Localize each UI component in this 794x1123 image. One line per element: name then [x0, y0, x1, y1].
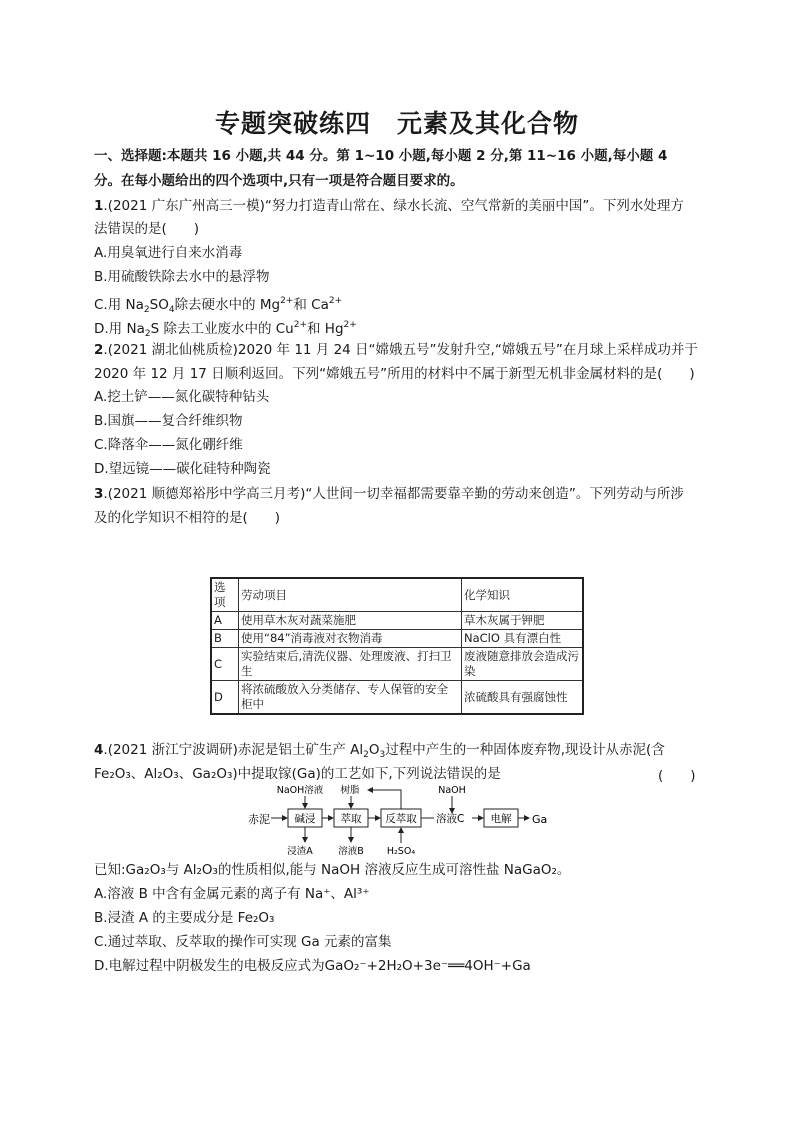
q1-stem-line1: 1.(2021 广东广州高三一模)“努力打造青山常在、绿水长流、空气常新的美丽中国”。下列水处理方: [94, 198, 684, 214]
table-cell: 使用草木灰对蔬菜施肥: [239, 612, 462, 630]
table-row: [211, 681, 583, 715]
q3-stem-line1: 3.(2021 顺德郑裕彤中学高三月考)“人世间一切幸福都需要靠辛勤的劳动来创造”。下列劳动与所涉: [94, 486, 684, 502]
table-cell: 实验结束后,清洗仪器、处理废液、打扫卫生: [239, 648, 462, 681]
q1-stem-line2: 法错误的是( ): [94, 221, 200, 237]
q2-option-a: A.挖土铲——氮化碳特种钻头: [94, 389, 270, 405]
q1-option-b: B.用硫酸铁除去水中的悬浮物: [94, 269, 270, 285]
flow-box3-label: 反萃取: [385, 813, 417, 825]
q1-number: 1: [94, 198, 104, 214]
flow-bot2: 溶液B: [338, 846, 364, 857]
flow-box1-label: 碱浸: [294, 813, 316, 825]
table-cell: 将浓硫酸放入分类储存、专人保管的安全柜中: [239, 681, 462, 715]
q2-option-b: B.国旗——复合纤维织物: [94, 413, 243, 429]
q4-known: 已知:Ga₂O₃与 Al₂O₃的性质相似,能与 NaOH 溶液反应生成可溶性盐 NaGaO₂。: [94, 862, 571, 878]
table-cell: 废液随意排放会造成污染: [462, 648, 584, 681]
flow-top1: NaOH溶液: [276, 785, 324, 796]
flow-bot1: 浸渣A: [287, 846, 313, 857]
q2-option-d: D.望远镜——碳化硅特种陶瓷: [94, 461, 271, 477]
flow-box2-label: 萃取: [340, 813, 362, 825]
section-instructions-line2: 分。在每小题给出的四个选项中,只有一项是符合题目要求的。: [94, 173, 464, 189]
q2-stem-line1: 2.(2021 湖北仙桃质检)2020 年 11 月 24 日“嫦娥五号”发射升空,“嫦娥五号”在月球上采样成功并于: [94, 342, 698, 358]
flow-end: Ga: [532, 813, 548, 826]
table-row: [211, 648, 583, 681]
table-header-cell: 化学知识: [462, 578, 584, 612]
table-row: [211, 630, 583, 648]
q4-option-a: A.溶液 B 中含有金属元素的离子有 Na⁺、Al³⁺: [94, 886, 370, 902]
q2-number: 2: [94, 342, 104, 358]
flow-mid-label: 溶液C: [436, 813, 465, 825]
table-header-cell: 选项: [211, 578, 239, 612]
q4-flow-diagram: [240, 780, 560, 862]
table-header-cell: 劳动项目: [239, 578, 462, 612]
q4-option-d: D.电解过程中阴极发生的电极反应式为GaO₂⁻+2H₂O+3e⁻══4OH⁻+Ga: [94, 958, 531, 974]
table-cell: D: [211, 681, 239, 715]
q4-stem-line1: 4.(2021 浙江宁波调研)赤泥是铝土矿生产 $Al_2O_3$过程中产生的一种固体废弃物,现设计从赤泥(含: [94, 742, 665, 760]
q2-option-c: C.降落伞——氮化硼纤维: [94, 437, 243, 453]
flow-top3: NaOH: [438, 785, 466, 796]
flow-bot3: H₂SO₄: [386, 846, 416, 857]
q4-option-b: B.浸渣 A 的主要成分是 Fe₂O₃: [94, 910, 275, 926]
table-header-row: [211, 578, 583, 612]
q4-answer-paren: ( ): [658, 768, 696, 784]
q4-stem-line2: Fe₂O₃、Al₂O₃、Ga₂O₃)中提取镓(Ga)的工艺如下,下列说法错误的是: [94, 766, 501, 782]
flow-start: 赤泥: [248, 813, 270, 826]
table-cell: NaClO 具有漂白性: [462, 630, 584, 648]
q3-table: [210, 577, 584, 715]
q3-number: 3: [94, 486, 104, 502]
flow-top2: 树脂: [340, 785, 360, 796]
q1-option-c: C.用 $Na_2SO_4$除去硬水中的 $Mg^{2+}$和 $Ca^{2+}$: [94, 296, 343, 315]
table-cell: B: [211, 630, 239, 648]
table-row: [211, 612, 583, 630]
q4-option-c: C.通过萃取、反萃取的操作可实现 Ga 元素的富集: [94, 934, 392, 950]
page-title: 专题突破练四 元素及其化合物: [214, 109, 579, 138]
table-cell: 使用“84”消毒液对衣物消毒: [239, 630, 462, 648]
table-cell: A: [211, 612, 239, 630]
section-instructions-line1: 一、选择题:本题共 16 小题,共 44 分。第 1~10 小题,每小题 2 分,第 11~16 小题,每小题 4: [94, 148, 668, 164]
q4-number: 4: [94, 742, 104, 758]
table-cell: C: [211, 648, 239, 681]
q3-stem-line2: 及的化学知识不相符的是( ): [94, 510, 281, 526]
table-cell: 草木灰属于钾肥: [462, 612, 584, 630]
flow-box4-label: 电解: [490, 813, 512, 825]
q2-stem-line2: 2020 年 12 月 17 日顺利返回。下列“嫦娥五号”所用的材料中不属于新型无机非金属材料的是( ): [94, 366, 695, 382]
q1-option-d: D.用 $Na_2S$ 除去工业废水中的 $Cu^{2+}$和 $Hg^{2+}$: [94, 320, 357, 339]
table-cell: 浓硫酸具有强腐蚀性: [462, 681, 584, 715]
q1-option-a: A.用臭氧进行自来水消毒: [94, 245, 243, 261]
